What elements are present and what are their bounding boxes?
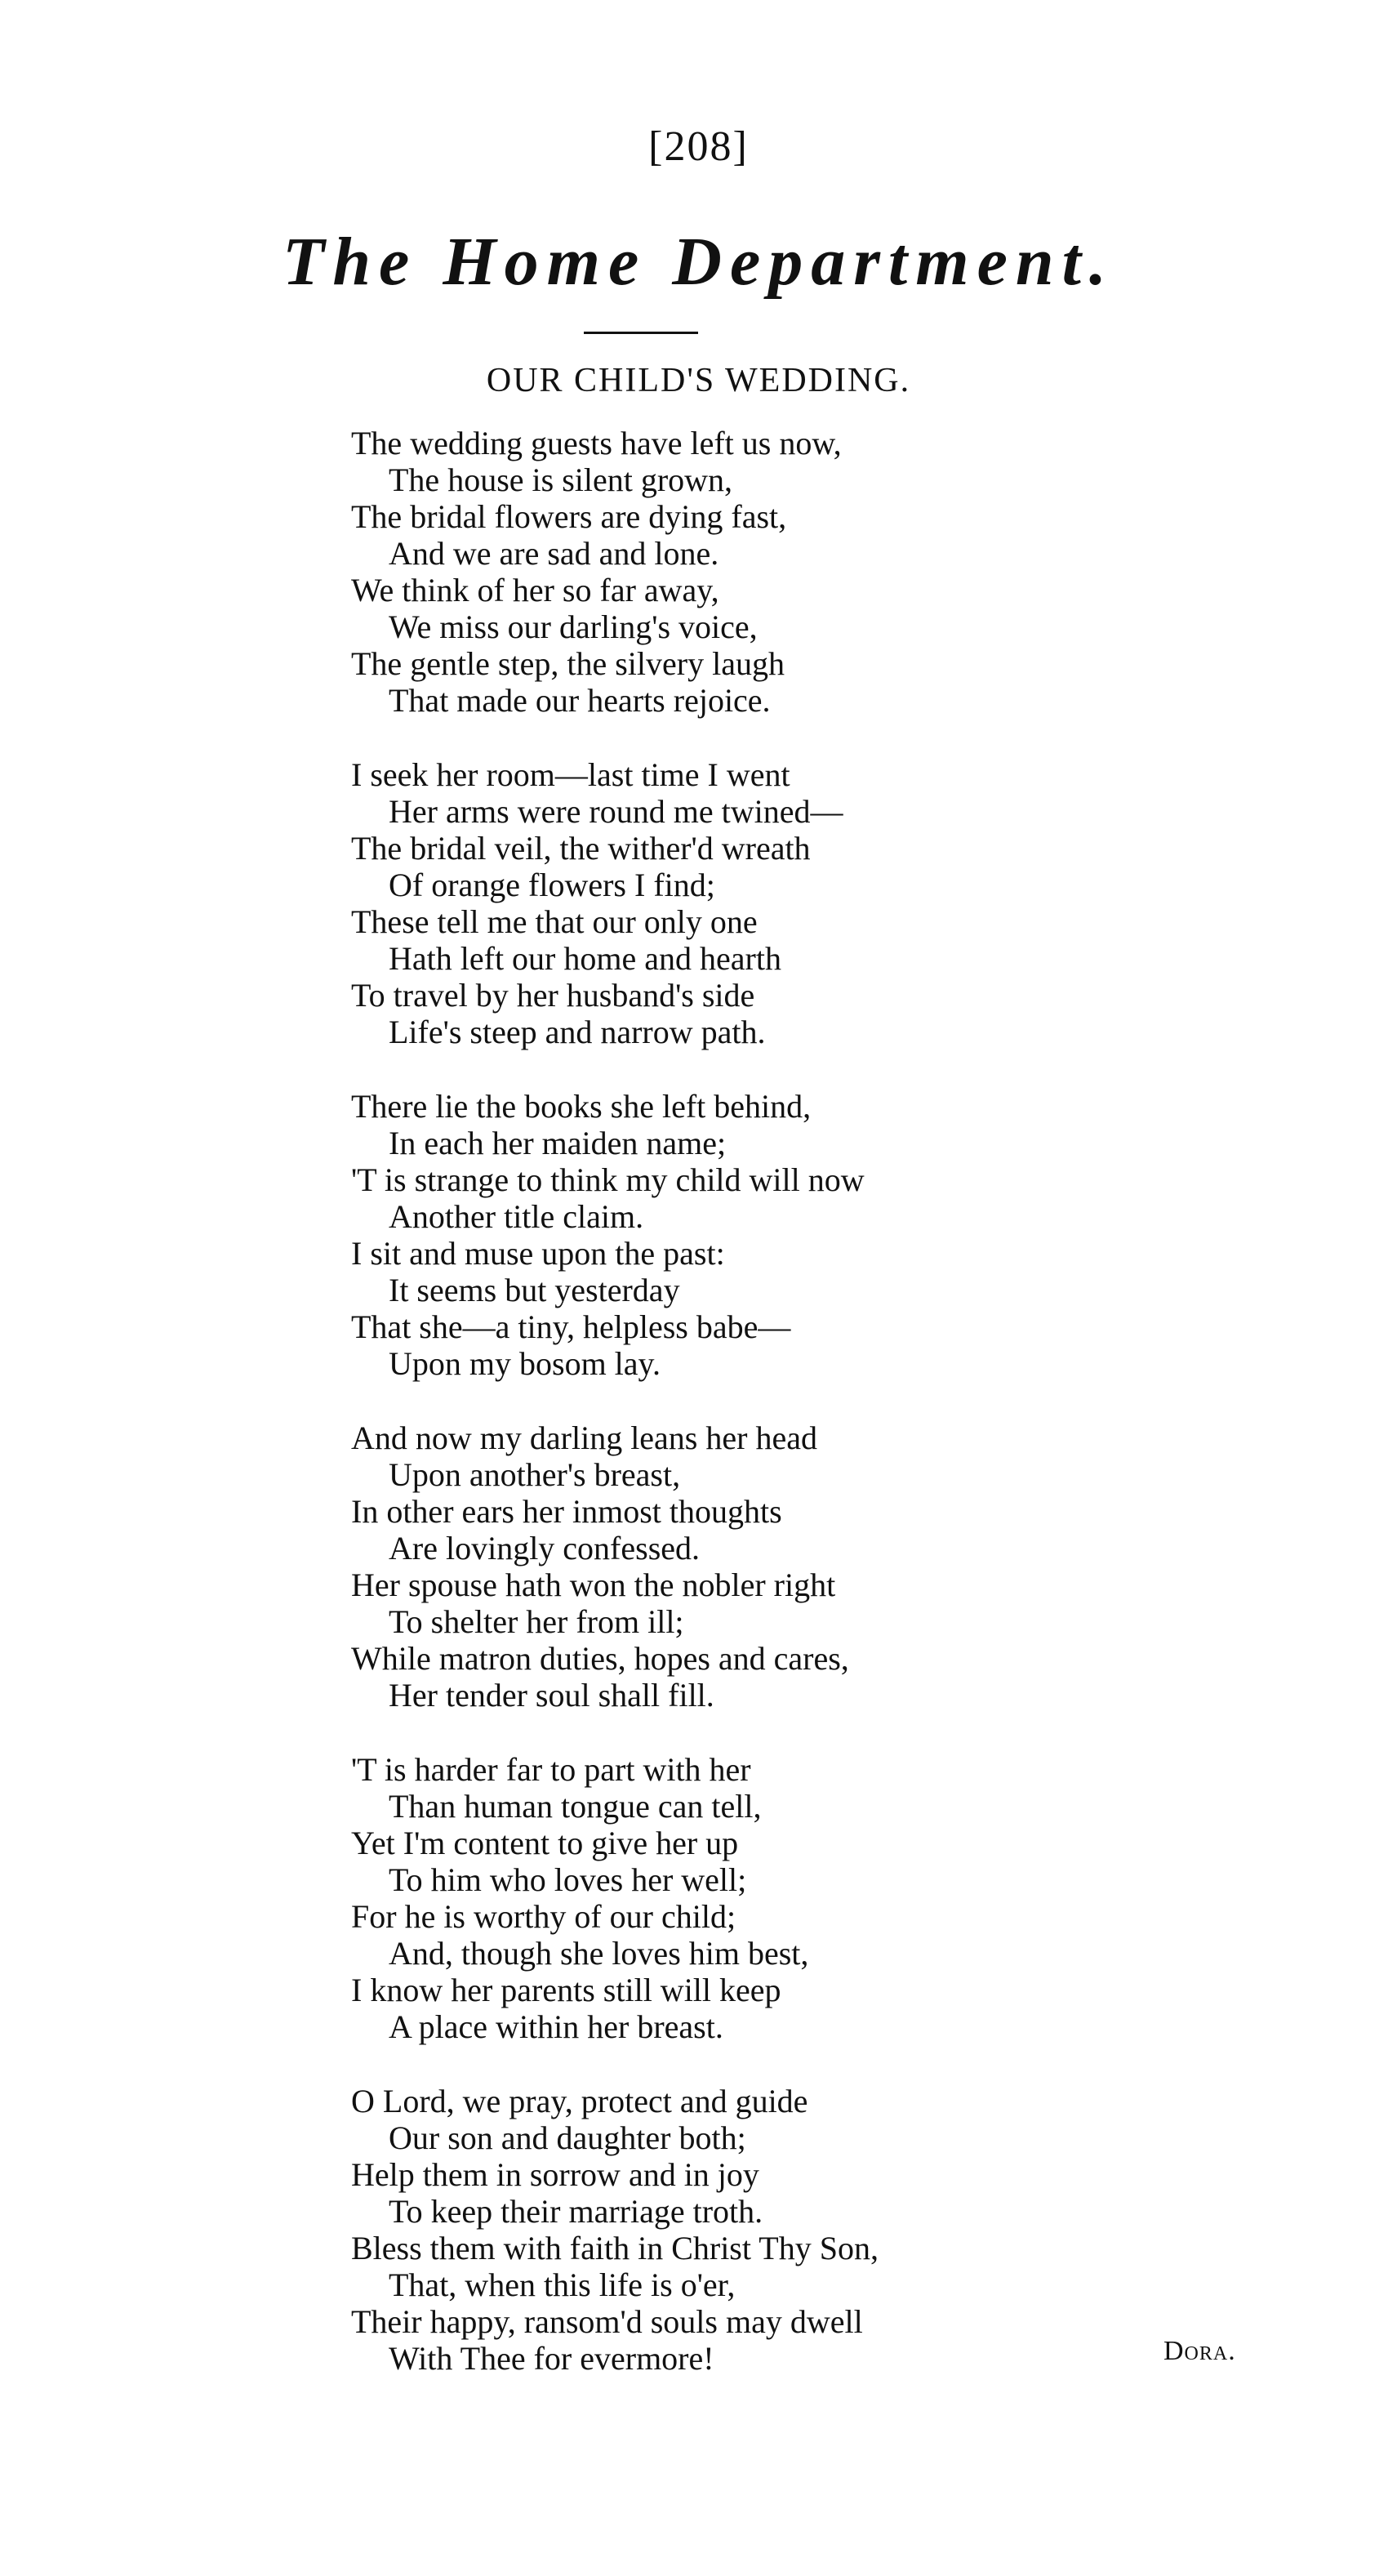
poem-line: We think of her so far away,	[351, 572, 719, 608]
poem-line: We miss our darling's voice,	[389, 608, 758, 645]
poem-line: Than human tongue can tell,	[389, 1788, 762, 1825]
poem-line: Upon my bosom lay.	[389, 1345, 661, 1382]
author-signature: Dora.	[1163, 2336, 1236, 2366]
page-number: [208]	[648, 123, 749, 170]
poem-line: I seek her room—last time I went	[351, 756, 790, 793]
poem-line: That made our hearts rejoice.	[389, 682, 771, 719]
stanza	[351, 2083, 1086, 2377]
poem-line: Upon another's breast,	[389, 1456, 681, 1493]
heading-divider	[584, 332, 698, 334]
poem-line: Bless them with faith in Christ Thy Son,	[351, 2230, 879, 2266]
poem-line: 'T is harder far to part with her	[351, 1751, 751, 1788]
poem-line: For he is worthy of our child;	[351, 1898, 736, 1935]
poem-line: And we are sad and lone.	[389, 535, 719, 572]
poem-line: To keep their marriage troth.	[389, 2193, 763, 2230]
poem-line: In other ears her inmost thoughts	[351, 1493, 782, 1530]
poem-line: Help them in sorrow and in joy	[351, 2156, 759, 2193]
poem-line: The house is silent grown,	[389, 461, 733, 498]
poem-line: Her spouse hath won the nobler right	[351, 1567, 836, 1603]
poem-line: There lie the books she left behind,	[351, 1088, 812, 1125]
poem-line: Yet I'm content to give her up	[351, 1825, 739, 1861]
poem-line: That, when this life is o'er,	[389, 2266, 736, 2303]
poem-line: Our son and daughter both;	[389, 2119, 746, 2156]
poem-line: Life's steep and narrow path.	[389, 1014, 766, 1050]
poem-line: And, though she loves him best,	[389, 1935, 809, 1972]
poem-line: 'T is strange to think my child will now	[351, 1161, 865, 1198]
poem-line: The wedding guests have left us now,	[351, 425, 842, 461]
poem-line: I know her parents still will keep	[351, 1972, 781, 2008]
stanza	[351, 1088, 1086, 1382]
poem-line: Are lovingly confessed.	[389, 1530, 701, 1567]
poem-line: It seems but yesterday	[389, 1272, 680, 1308]
poem-line: Another title claim.	[389, 1198, 644, 1235]
poem-line: These tell me that our only one	[351, 903, 758, 940]
stanza	[351, 756, 1086, 1050]
poem-line: To travel by her husband's side	[351, 977, 755, 1014]
section-heading: The Home Department.	[283, 224, 1114, 300]
stanza	[351, 1751, 1086, 2045]
poem-line: O Lord, we pray, protect and guide	[351, 2083, 808, 2119]
poem-line: Hath left our home and hearth	[389, 940, 781, 977]
poem-line: Of orange flowers I find;	[389, 867, 715, 903]
poem-line: To shelter her from ill;	[389, 1603, 684, 1640]
poem-line: That she—a tiny, helpless babe—	[351, 1308, 791, 1345]
poem-line: The bridal veil, the wither'd wreath	[351, 830, 811, 867]
poem-line: A place within her breast.	[389, 2008, 723, 2045]
poem-line: The gentle step, the silvery laugh	[351, 645, 785, 682]
poem-line: Her tender soul shall fill.	[389, 1677, 714, 1714]
poem-line: While matron duties, hopes and cares,	[351, 1640, 849, 1677]
poem-line: Her arms were round me twined—	[389, 793, 843, 830]
poem-line: Their happy, ransom'd souls may dwell	[351, 2303, 863, 2340]
poem-line: In each her maiden name;	[389, 1125, 727, 1161]
poem-line: With Thee for evermore!	[389, 2340, 714, 2377]
poem-line: And now my darling leans her head	[351, 1419, 817, 1456]
poem-body	[351, 425, 1086, 2414]
stanza	[351, 1419, 1086, 1714]
stanza	[351, 425, 1086, 719]
poem-line: I sit and muse upon the past:	[351, 1235, 725, 1272]
poem-line: To him who loves her well;	[389, 1861, 747, 1898]
poem-title: OUR CHILD'S WEDDING.	[486, 362, 911, 399]
poem-line: The bridal flowers are dying fast,	[351, 498, 787, 535]
